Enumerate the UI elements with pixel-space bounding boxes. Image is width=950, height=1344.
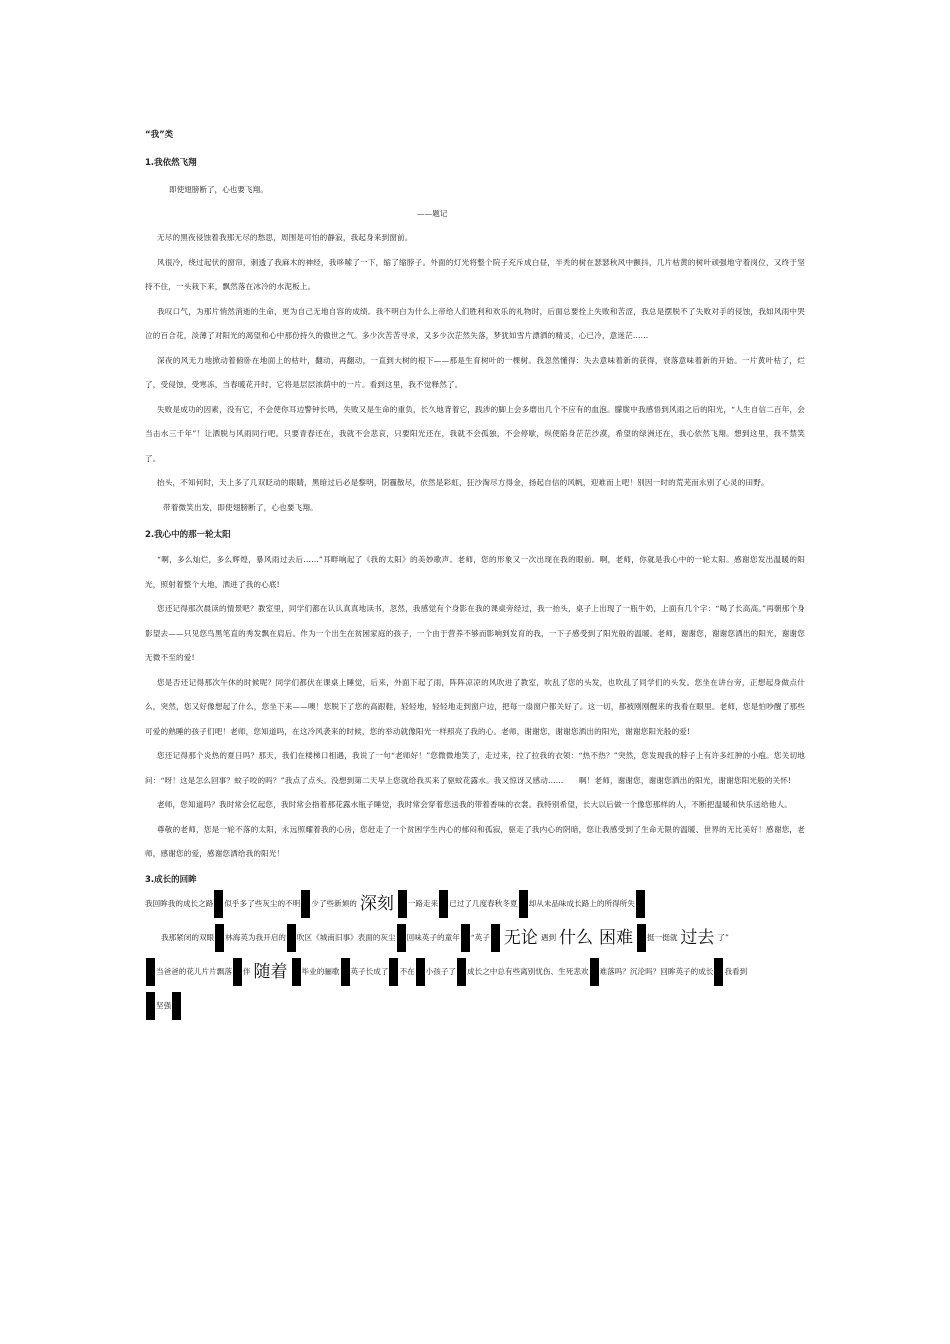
redaction-block: [301, 890, 310, 918]
text-run: 我看到: [724, 966, 748, 976]
redaction-block: [287, 924, 296, 952]
text-run: 少了些新頍的: [311, 898, 357, 908]
text-run: 我回眸我的成长之路: [145, 898, 214, 908]
redaction-block: [292, 958, 301, 986]
paragraph: 深夜的风无力地掀动着俯卧在地面上的枯叶，翻动，再翻动，一直到大树的根下——那是生育树叶的一棵树。我忽然懂得：失去意味着新的获得，衰落意味着新的开始。一片黄叶枯了，烂了，受侵蚀，受寒冻，当春暖花开时，它将是层层浓荫中的一片。看到这里，我不觉释然了。: [145, 355, 805, 389]
paragraph: 我叹口气，为那片悄然消逝的生命，更为自己无地自容的成绩。我不明白为什么上帝给人们胜利和欢乐的礼物时，后面总要拴上失败和苦涩，我总是摆脱不了失败对手的侵蚀，我如风雨中哭泣的百合花，淡薄了对阳光的渴望和心中那份持久的傲世之气。多少次苦苦寻求，又多少次茫然失落，梦犹如雪片漂洒的精灵，心已冷，意迷茫……: [145, 306, 805, 340]
text-run: 坚强: [156, 1000, 172, 1010]
large-word: 过去: [680, 927, 715, 948]
paragraph: 尊敬的老师，您是一轮不落的太阳，永远照耀着我的心房，您赶走了一个贫困学生内心的郁闷和孤寂，驱走了我内心的阴暗，您让我感受到了生命无限的温暖、世界的无比美好！感谢您，老师，感谢您的爱，感谢您洒给我的阳光！: [145, 824, 805, 858]
text-run: 已过了几度春秋冬夏: [449, 898, 518, 908]
text-run: “英子: [470, 932, 490, 942]
redaction-block: [146, 992, 155, 1020]
redaction-block: [341, 958, 350, 986]
paragraph: 失败是成功的因素，没有它，不会使你耳边警钟长鸣，失败又是生命的重负，长久地背着它，践涉的脚上会多磨出几个不应有的血泡。朦胧中我感悟到风雨之后的阳光，“人生自信二百年，会当击水三千年”！让洒脱与风雨同行吧。只要青春还在，我就不会悲哀，只要阳光还在，我就不会孤独，不会停歇，纵使陷身茫茫沙漠，希望的绿洲还在，我心依然飞翔。想到这里，我不禁笑了。: [145, 404, 805, 463]
redaction-block: [397, 924, 406, 952]
text-run: 却从未品味成长路上的所得所失: [528, 898, 635, 908]
text-run: 英子长成了: [350, 966, 389, 976]
paragraph: 带着微笑出发，即使翅膀断了，心也要飞翔。: [163, 502, 318, 512]
large-word: 什么: [559, 927, 594, 948]
large-word: 困难: [599, 927, 634, 948]
redaction-block: [416, 958, 425, 986]
text-run: 吹区《城南旧事》表面的灰尘: [296, 932, 396, 942]
redaction-block: [214, 890, 223, 918]
redaction-block: [637, 924, 646, 952]
redaction-block: [714, 958, 723, 986]
text-run: 毕业的骊歌: [301, 966, 340, 976]
text-run: 不在: [399, 966, 415, 976]
text-run: 了”: [717, 932, 729, 942]
text-run: 遇到: [540, 932, 557, 942]
text-run: 一路走来: [407, 898, 439, 908]
text-run: 小孩子了: [425, 966, 457, 976]
text-run: 林海英为我开启的: [225, 932, 286, 942]
paragraph: 风很冷，绕过起伏的窗帘，刺透了我麻木的神经，我哆嗦了一下，缩了缩脖子。外面的灯光将整个院子充斥成白昼，半秃的树在瑟瑟秋风中颤抖，几片枯黄的树叶顽强地守着岗位，又终于坚持不住，一头栽下来，飘然落在冰冷的水泥板上。: [145, 257, 805, 291]
redaction-block: [146, 958, 155, 986]
epigraph: 即使翅膀断了，心也要飞翔。: [169, 185, 268, 194]
text-run: 我那紧闭的双眼: [161, 932, 215, 942]
s3-line-2: [145, 921, 805, 955]
text-run: 成长之中总有些离别忧伤、生死悲欢: [467, 966, 589, 976]
text-run: 难落吗？沉沦吗？回眸英子的成长: [599, 966, 714, 976]
redaction-block: [457, 958, 466, 986]
paragraph: 无尽的黑夜侵蚀着我那无尽的愁思，周围是可怕的静寂，我起身来到窗前。: [157, 233, 413, 242]
paragraph: “啊，多么灿烂，多么辉煌，暴风雨过去后……”耳畔响起了《我的太阳》的美妙歌声。老师，您的形象又一次出现在我的眼前。啊，老师，你就是我心中的一轮太阳。感谢您发出温暖的阳光，照射着整个大地，洒进了我的心底!: [145, 555, 805, 589]
redaction-block: [389, 958, 398, 986]
redaction-block: [491, 924, 500, 952]
redaction-block: [439, 890, 448, 918]
section-2-title: 2.我心中的那一轮太阳: [145, 530, 231, 540]
redaction-block: [519, 890, 528, 918]
s3-line-1: [145, 887, 805, 921]
text-run: 当爸爸的花儿片片飘落: [156, 966, 232, 976]
epigraph-signature: ——题记: [417, 209, 448, 218]
redaction-block: [461, 924, 470, 952]
paragraph: 您是否还记得那次午休的时候呢？同学们都伏在课桌上睡觉，后来，外面下起了雨，阵阵凉凉的风吹进了教室，吹乱了您的头发，也吹乱了同学们的头发。您坐在讲台旁，正想起身做点什么，突然，您又好像想起了什么，您坐下来——噢！您脱下了您的高跟鞋，轻轻地，轻轻地走到窗户边，把每一扇窗户都关好了。这一切，都被刚刚醒来的我看在眼里。老师，您是怕吵醒了那些可爱的熟睡的孩子们吧！老师，您知道吗，在这冷风袭来的时候，您的举动就像阳光一样照亮了我的心。老师，谢谢您，谢谢您洒出的阳光，谢谢您阳光般的爱!: [145, 677, 805, 736]
section-1-title: 1.我依然飞翔: [145, 158, 197, 168]
large-word: 随着: [253, 961, 288, 982]
redaction-block: [590, 958, 599, 986]
redaction-block: [398, 890, 407, 918]
paragraph: 您还记得那个炎热的夏日吗？那天，我们在楼梯口相遇，我说了一句“老师好！”您微微地笑了，走过来，拉了拉我的衣领：“热不热？”突然，您发现我的脖子上有许多红肿的小疱。您关切地问：“呀！这是怎么回事？蚊子咬的吗？”我点了点头。没想到第二天早上您就给我买来了驱蚊花露水。我又惊讶又感动…… 啊！老师，谢谢您，谢谢您洒出的阳光，谢谢您阳光般的关怀!: [145, 751, 805, 785]
text-run: 挺一挺就: [647, 932, 678, 942]
paragraph: 您还记得那次晨读的情景吧？教室里，同学们都在认认真真地读书，忽然，我感觉有个身影在我的课桌旁经过，我一抬头，桌子上出现了一瓶牛奶，上面有几个字：“喝了长高高。”再朝那个身影望去——只见您鸟黑笔直的秀发飘在肩后。作为一个出生在贫困家庭的孩子，一个由于营养不够而影响到发育的我，一下子感受到了阳光般的温暖。老师，谢谢您，谢谢您洒出的阳光，谢谢您无微不至的爱!: [145, 604, 805, 662]
text-run: 伴: [242, 966, 251, 976]
large-word: 无论: [503, 927, 538, 948]
paragraph: 抬头，不知何时，天上多了几双眨动的眼睛，黑暗过后必是黎明，阴霾散尽，依然是彩虹，狂沙淘尽方得金，扬起自信的风帆，迎难而上吧！别因一时的荒芜而永别了心灵的田野。: [157, 478, 769, 487]
text-run: 回味英子的童年: [406, 932, 460, 942]
s3-line-3: [145, 955, 805, 989]
redaction-block: [233, 958, 242, 986]
text-run: 似乎多了些灰尘的不明: [224, 898, 301, 908]
paragraph: 老师，您知道吗？我时常会忆起您，我时常会指着那花露水瓶子睡觉，我时常会穿着您送我的带着香味的衣裳。我特别希望，长大以后做一个像您那样的人，不断把温暖和快乐送给他人。: [157, 800, 792, 809]
s3-line-4: [145, 989, 805, 1023]
large-word: 深刻: [359, 893, 394, 914]
section-3-title: 3.成长的回眸: [145, 874, 197, 885]
category-heading: “我”类: [145, 130, 174, 140]
redaction-block: [172, 992, 181, 1020]
document-page: [145, 128, 805, 1023]
redaction-block: [636, 890, 645, 918]
redaction-block: [215, 924, 224, 952]
